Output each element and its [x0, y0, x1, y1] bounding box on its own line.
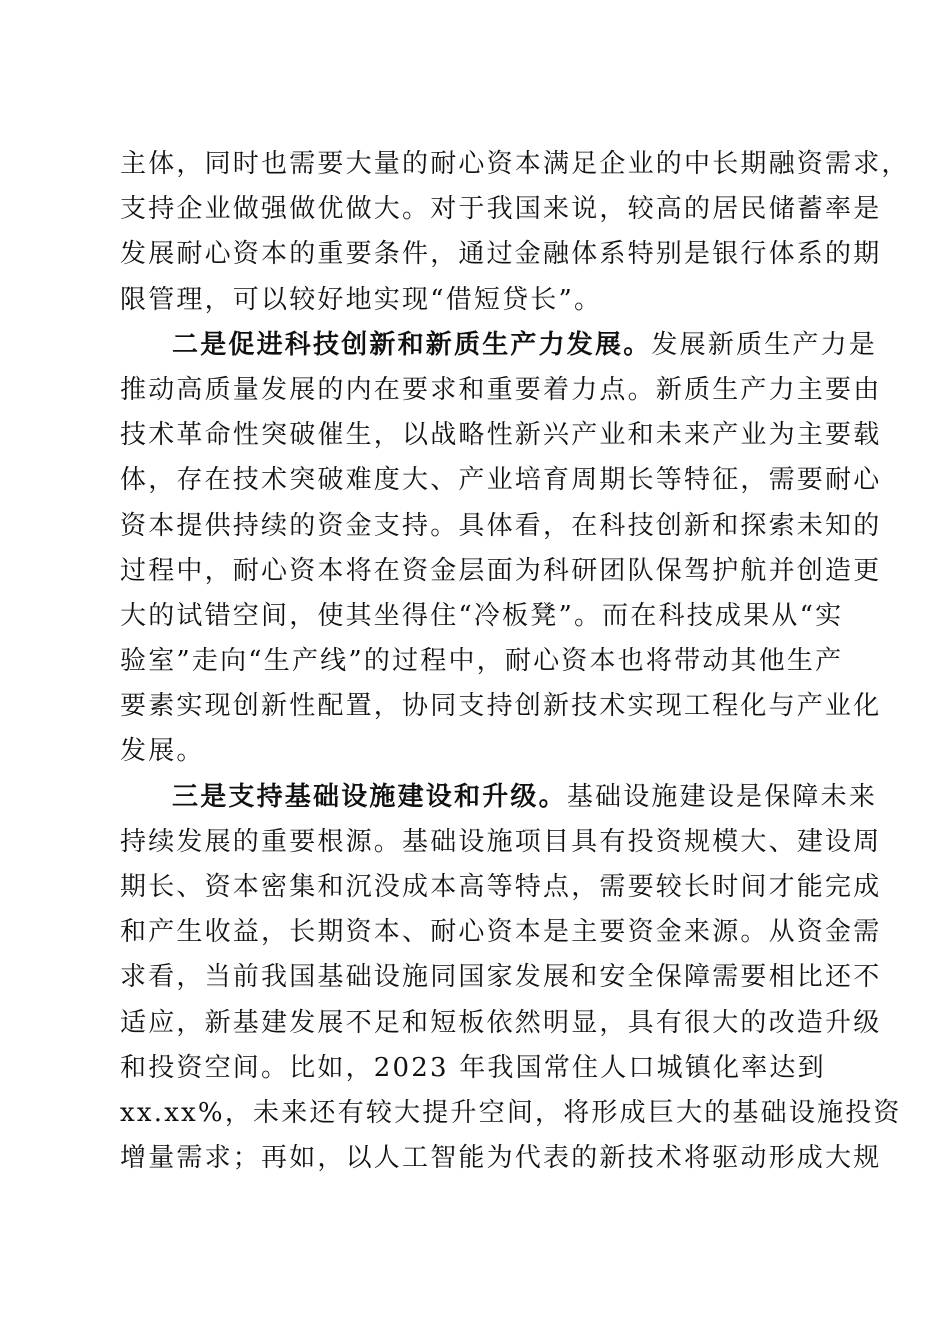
- paragraph-line: 体，存在技术突破难度大、产业培育周期长等特征，需要耐心: [120, 465, 882, 496]
- paragraph-line: 支持企业做强做优做大。对于我国来说，较高的居民储蓄率是: [120, 194, 882, 225]
- paragraph-1: [120, 142, 910, 323]
- paragraph-line: 限管理，可以较好地实现“借短贷长”。: [120, 284, 603, 315]
- paragraph-first-line: [120, 775, 878, 820]
- paragraph-line: 过程中，耐心资本将在资金层面为科研团队保驾护航并创造更: [120, 555, 882, 586]
- paragraph-line: 适应，新基建发展不足和短板依然明显，具有很大的改造升级: [120, 1007, 882, 1038]
- paragraph-first-line: [120, 323, 878, 368]
- paragraph-line: 推动高质量发展的内在要求和重要着力点。新质生产力主要由: [120, 374, 882, 405]
- paragraph-line: 验室”走向“生产线”的过程中，耐心资本也将带动其他生产: [120, 646, 844, 677]
- paragraph-line: 技术革命性突破催生，以战略性新兴产业和未来产业为主要载: [120, 420, 882, 451]
- paragraph-line: 资本提供持续的资金支持。具体看，在科技创新和探索未知的: [120, 510, 882, 541]
- paragraph-line: 和产生收益，长期资本、耐心资本是主要资金来源。从资金需: [120, 917, 882, 948]
- paragraph-line: xx.xx%，未来还有较大提升空间，将形成巨大的基础设施投资: [120, 1097, 902, 1128]
- paragraph-line: 发展耐心资本的重要条件，通过金融体系特别是银行体系的期: [120, 239, 882, 270]
- paragraph-line: 和投资空间。比如，2023 年我国常住人口城镇化率达到: [120, 1052, 826, 1083]
- paragraph-line: 持续发展的重要根源。基础设施项目具有投资规模大、建设周: [120, 826, 882, 857]
- paragraph-line: 发展。: [120, 736, 205, 767]
- paragraph-2: [120, 323, 882, 775]
- paragraph-line: 求看，当前我国基础设施同国家发展和安全保障需要相比还不: [120, 962, 882, 993]
- paragraph-line-rest: 发展新质生产力是: [651, 329, 878, 360]
- document-body: [120, 142, 910, 1181]
- paragraph-line-rest: 基础设施建设是保障未来: [566, 781, 878, 812]
- paragraph-lead-heading: 三是支持基础设施建设和升级。: [172, 781, 567, 812]
- paragraph-line: 增量需求；再如，以人工智能为代表的新技术将驱动形成大规: [120, 1143, 882, 1174]
- paragraph-line: 期长、资本密集和沉没成本高等特点，需要较长时间才能完成: [120, 872, 882, 902]
- paragraph-3: [120, 775, 902, 1182]
- paragraph-line: 主体，同时也需要大量的耐心资本满足企业的中长期融资需求，: [120, 149, 910, 179]
- paragraph-lead-heading: 二是促进科技创新和新质生产力发展。: [172, 329, 652, 360]
- paragraph-line: 要素实现创新性配置，协同支持创新技术实现工程化与产业化: [120, 691, 882, 722]
- paragraph-line: 大的试错空间，使其坐得住“冷板凳”。而在科技成果从“实: [120, 600, 844, 631]
